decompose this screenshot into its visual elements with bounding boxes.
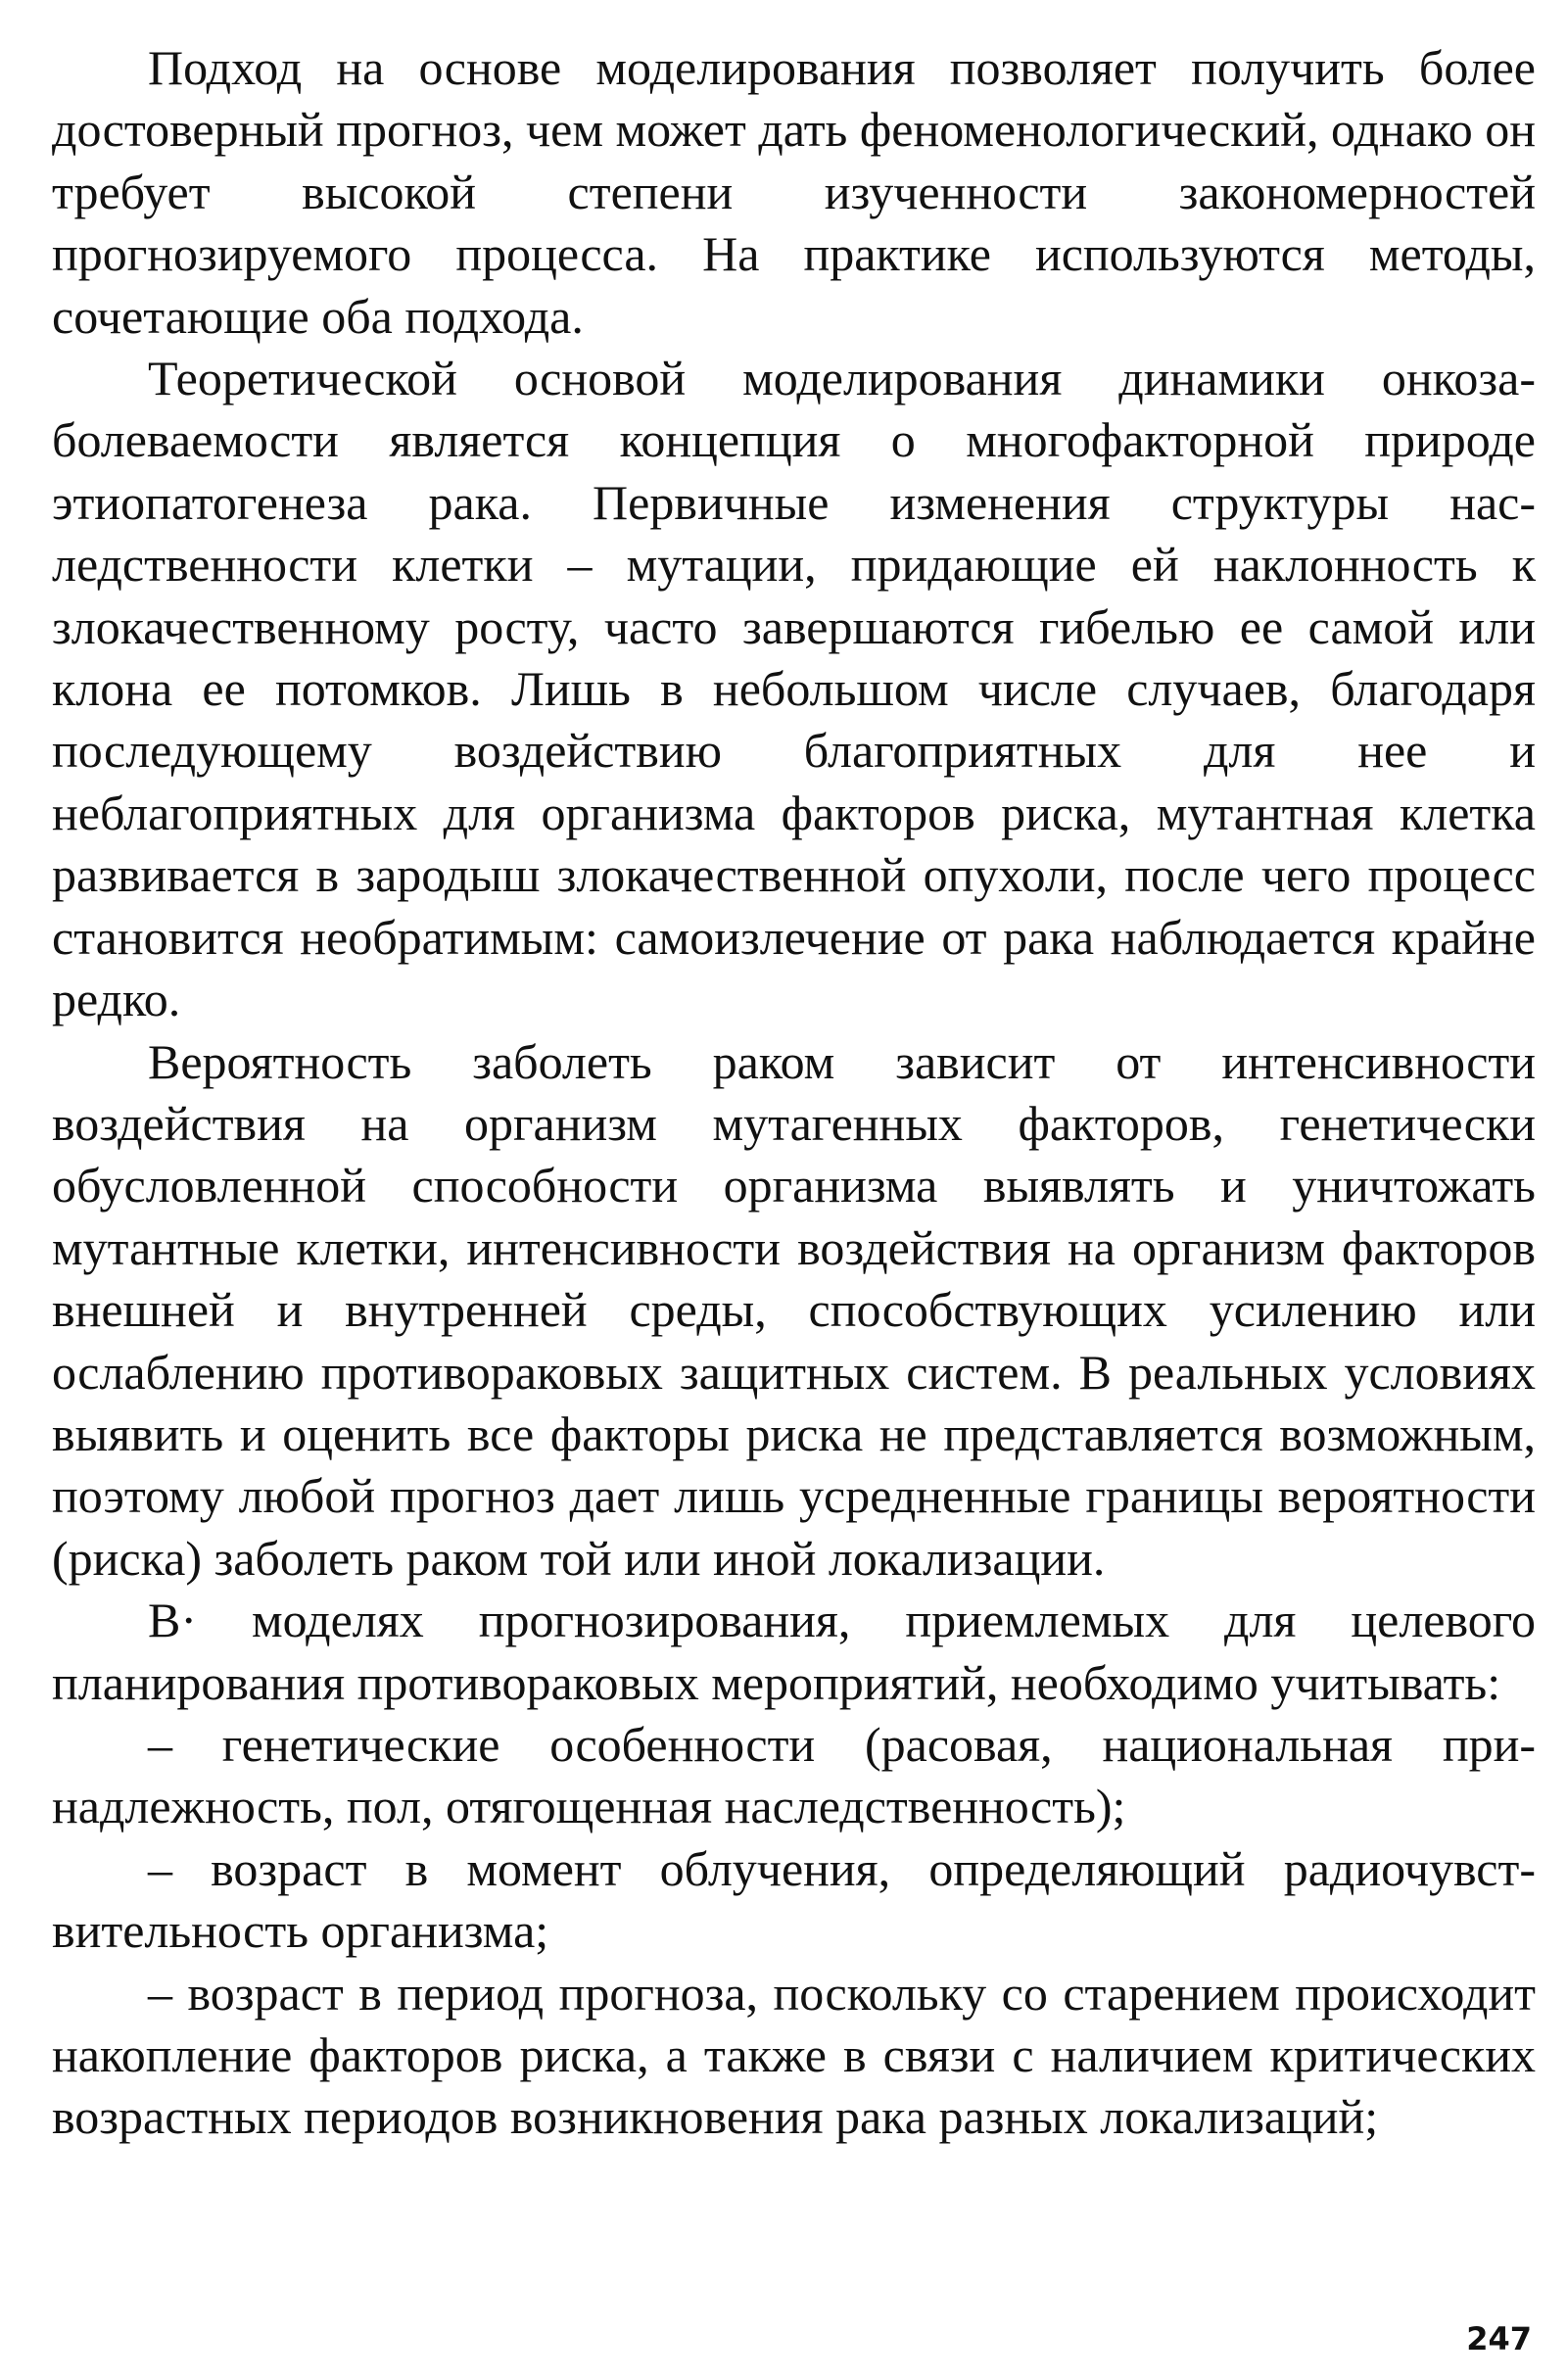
page-number: 247 bbox=[1466, 2320, 1532, 2357]
paragraph-modeling-approach: Подход на основе моделирования позволяет получить более достоверный прогноз, чем может дать феноменологический, однако он требует высокой степени изученности закономерностей прогнозируемого процесса. На практике используются методы, сочетающие оба подхода. bbox=[52, 40, 1536, 344]
paragraph-cancer-probability: Вероятность заболеть раком зависит от интенсивности воздействия на организм мутагенных факторов, генетически обусловленной способности организма выявлять и уничтожать мутантные клетки, интенсивности воздействия на организм факторов внешней и внутренней среды, способствующих усилению или ослаблению противораковых защитных систем. В реальных условиях выявить и оценить все факторы риска не представляется возможным, поэтому любой прогноз дает лишь усредненные границы вероятности (риска) заболеть раком той или иной локализации. bbox=[52, 1033, 1536, 1586]
list-item-age-at-exposure: – возраст в момент облучения, определяющий радиочувствительность организма; bbox=[52, 1840, 1536, 1959]
list-item-genetic-features: – генетические особенности (расовая, национальная принадлежность, пол, отягощенная наследственность); bbox=[52, 1716, 1536, 1834]
paragraph-forecast-models: В· моделях прогнозирования, приемлемых для целевого планирования противораковых мероприятий, необходимо учитывать: bbox=[52, 1593, 1536, 1710]
paragraph-theoretical-basis: Теоретической основой моделирования динамики онкозаболеваемости является концепция о многофакторной природе этиопатогенеза рака. Первичные изменения структуры наследственности клетки – мутации, придающие ей наклонность к злокачественному росту, часто завершаются гибелью ее самой или клона ее потомков. Лишь в небольшом числе случаев, благодаря последующему воздействию благоприятных для нее и неблагоприятных для организма факторов риска, мутантная клетка развивается в зародыш злокачественной опухоли, после чего процесс становится необратимым: самоизлечение от рака наблюдается крайне редко. bbox=[52, 351, 1536, 1027]
page-body bbox=[52, 37, 1536, 2149]
list-item-age-at-forecast: – возраст в период прогноза, поскольку со старением происходит накопление факторов риска, а также в связи с наличием критических возрастных периодов возникновения рака разных локализаций; bbox=[52, 1965, 1536, 2145]
